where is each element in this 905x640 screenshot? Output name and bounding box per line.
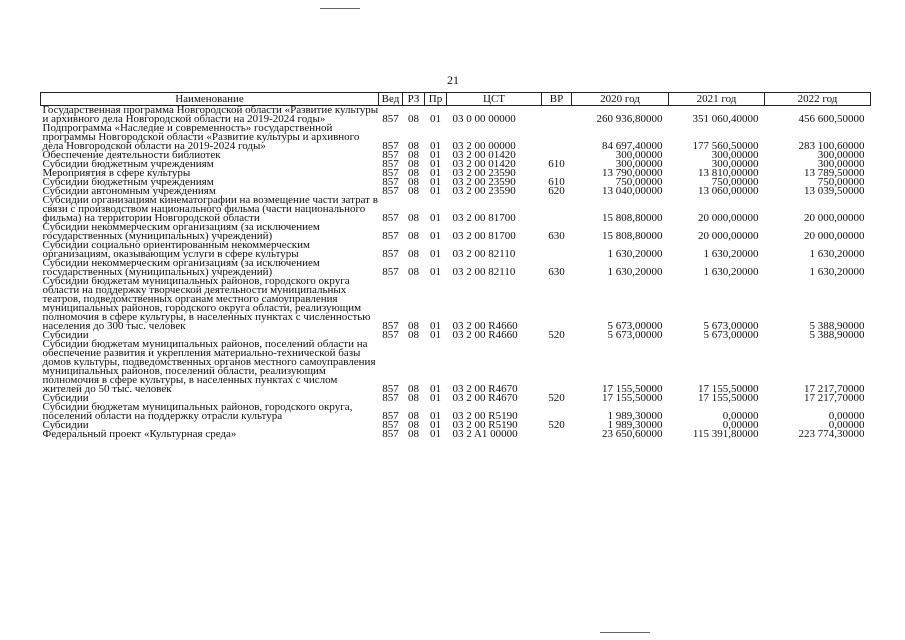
- cell-vr: 520: [548, 329, 565, 341]
- cell-vr: 630: [548, 230, 565, 242]
- cell-pr: 01: [430, 410, 441, 422]
- cell-rz: 08: [408, 185, 419, 197]
- cell-2020: 1 989,30000: [607, 410, 663, 422]
- cell-2020: 300,00000: [615, 158, 663, 170]
- cell-2020: 17 155,50000: [602, 392, 663, 404]
- row-name: Мероприятия в сфере культуры: [42, 167, 191, 179]
- cell-cst: 03 2 00 23590: [452, 167, 516, 179]
- cell-2021: 13 810,00000: [698, 167, 759, 179]
- cell-rz: 08: [408, 167, 419, 179]
- row-name: Субсидии: [42, 392, 89, 404]
- cell-2022: 456 600,50000: [798, 113, 865, 125]
- cell-rz: 08: [408, 410, 419, 422]
- cell-ved: 857: [382, 167, 399, 179]
- cell-vr: 620: [548, 185, 565, 197]
- cell-rz: 08: [408, 149, 419, 161]
- cell-pr: 01: [430, 212, 441, 224]
- row-name: Государственная программа Новгородской области «Развитие культуры и архивного дела Новгородской области на 2019-2024 годы»: [42, 104, 379, 125]
- cell-cst: 03 2 00 81700: [452, 230, 516, 242]
- cell-2020: 1 989,30000: [607, 419, 663, 431]
- cell-2022: 1 630,20000: [809, 266, 865, 278]
- budget-table: [40, 92, 871, 439]
- cell-pr: 01: [430, 230, 441, 242]
- cell-2021: 177 560,50000: [692, 140, 759, 152]
- cell-2021: 1 630,20000: [703, 248, 759, 260]
- cell-2021: 1 630,20000: [703, 266, 759, 278]
- cell-ved: 857: [382, 230, 399, 242]
- row-name: Субсидии некоммерческим организациям (за исключением государственных (муниципальных) учреждений): [42, 221, 320, 242]
- cell-ved: 857: [382, 248, 399, 260]
- cell-rz: 08: [408, 158, 419, 170]
- cell-2020: 300,00000: [615, 149, 663, 161]
- cell-rz: 08: [408, 383, 419, 395]
- header-vr: ВР: [542, 93, 572, 106]
- cell-2022: 223 774,30000: [798, 428, 865, 440]
- row-name: Субсидии некоммерческим организациям (за исключением государственных (муниципальных) учреждений): [42, 257, 320, 278]
- cell-2021: 0,00000: [722, 410, 759, 422]
- cell-2021: 5 673,00000: [703, 329, 759, 341]
- cell-rz: 08: [408, 329, 419, 341]
- cell-ved: 857: [382, 266, 399, 278]
- cell-cst: 03 2 00 R5190: [452, 410, 518, 422]
- cell-pr: 01: [430, 266, 441, 278]
- header-cst: ЦСТ: [447, 93, 542, 106]
- cell-2022: 13 039,50000: [804, 185, 865, 197]
- cell-cst: 03 0 00 00000: [452, 113, 516, 125]
- cell-2022: 5 388,90000: [809, 320, 865, 332]
- cell-2022: 1 630,20000: [809, 248, 865, 260]
- row-name: Субсидии: [42, 329, 89, 341]
- cell-ved: 857: [382, 176, 399, 188]
- cell-2021: 20 000,00000: [698, 230, 759, 242]
- cell-2021: 300,00000: [711, 158, 759, 170]
- cell-ved: 857: [382, 392, 399, 404]
- cell-2022: 5 388,90000: [809, 329, 865, 341]
- cell-ved: 857: [382, 158, 399, 170]
- table-row: [41, 277, 871, 331]
- cell-pr: 01: [430, 329, 441, 341]
- cell-rz: 08: [408, 428, 419, 440]
- row-name: Субсидии социально ориентированным некоммерческим организациям, оказывающим услуги в сфере культуры: [42, 239, 310, 260]
- header-2020: 2020 год: [572, 93, 669, 106]
- cell-2022: 750,00000: [817, 176, 865, 188]
- cell-cst: 03 2 00 01420: [452, 149, 516, 161]
- cell-rz: 08: [408, 140, 419, 152]
- cell-rz: 08: [408, 392, 419, 404]
- cell-2021: 351 060,40000: [692, 113, 759, 125]
- cell-2021: 5 673,00000: [703, 320, 759, 332]
- cell-cst: 03 2 00 01420: [452, 158, 516, 170]
- cell-2021: 300,00000: [711, 149, 759, 161]
- cell-2020: 260 936,80000: [596, 113, 663, 125]
- cell-rz: 08: [408, 320, 419, 332]
- header-2021: 2021 год: [669, 93, 765, 106]
- cell-2021: 17 155,50000: [698, 392, 759, 404]
- cell-2020: 1 630,20000: [607, 266, 663, 278]
- table-row: [41, 430, 871, 439]
- scan-artifact: [600, 632, 650, 633]
- row-name: Субсидии автономным учреждениям: [42, 185, 216, 197]
- cell-cst: 03 2 00 23590: [452, 185, 516, 197]
- cell-2022: 17 217,70000: [804, 392, 865, 404]
- cell-2022: 20 000,00000: [804, 230, 865, 242]
- cell-vr: [542, 430, 572, 439]
- cell-2020: 23 650,60000: [602, 428, 663, 440]
- cell-pr: 01: [430, 383, 441, 395]
- cell-cst: 03 2 00 R4660: [452, 329, 518, 341]
- header-2022: 2022 год: [765, 93, 871, 106]
- cell-rz: 08: [408, 176, 419, 188]
- scan-artifact: [320, 8, 360, 9]
- cell-2022: 283 100,60000: [798, 140, 865, 152]
- cell-2020: 13 790,00000: [602, 167, 663, 179]
- cell-cst: 03 2 00 R5190: [452, 419, 518, 431]
- cell-cst: 03 2 00 81700: [452, 212, 516, 224]
- cell-2021: 750,00000: [711, 176, 759, 188]
- cell-2022: 17 217,70000: [804, 383, 865, 395]
- cell-vr: [542, 106, 572, 125]
- cell-pr: 01: [430, 149, 441, 161]
- cell-ved: 857: [382, 212, 399, 224]
- row-name: Федеральный проект «Культурная среда»: [42, 428, 237, 440]
- cell-2020: 84 697,40000: [602, 140, 663, 152]
- cell-2022: 300,00000: [817, 158, 865, 170]
- cell-2020: 5 673,00000: [607, 329, 663, 341]
- cell-ved: 857: [382, 185, 399, 197]
- cell-ved: 857: [382, 383, 399, 395]
- cell-ved: 857: [382, 113, 399, 125]
- cell-ved: 857: [382, 419, 399, 431]
- cell-vr: 610: [548, 158, 565, 170]
- cell-rz: 08: [408, 248, 419, 260]
- row-name: Субсидии бюджетным учреждениям: [42, 158, 214, 170]
- cell-rz: 08: [408, 113, 419, 125]
- cell-2022: 13 789,50000: [804, 167, 865, 179]
- cell-rz: 08: [408, 230, 419, 242]
- row-name: Обеспечение деятельности библиотек: [42, 149, 221, 161]
- cell-ved: 857: [382, 428, 399, 440]
- row-name: Субсидии: [42, 419, 89, 431]
- cell-pr: 01: [430, 113, 441, 125]
- cell-ved: 857: [382, 140, 399, 152]
- cell-cst: 03 2 A1 00000: [452, 428, 518, 440]
- cell-pr: 01: [430, 248, 441, 260]
- cell-2020: 15 808,80000: [602, 212, 663, 224]
- cell-cst: 03 2 00 82110: [452, 248, 516, 260]
- cell-pr: 01: [430, 185, 441, 197]
- header-name: Наименование: [41, 93, 379, 106]
- cell-pr: 01: [430, 428, 441, 440]
- cell-2020: 17 155,50000: [602, 383, 663, 395]
- cell-ved: 857: [382, 149, 399, 161]
- table-body: [41, 106, 871, 440]
- table-row: [41, 124, 871, 151]
- budget-table-container: [40, 92, 870, 439]
- cell-2022: 20 000,00000: [804, 212, 865, 224]
- cell-rz: 08: [408, 419, 419, 431]
- cell-pr: 01: [430, 392, 441, 404]
- cell-cst: 03 2 00 00000: [452, 140, 516, 152]
- cell-ved: 857: [382, 329, 399, 341]
- row-name: Субсидии бюджетам муниципальных районов, городского округа, поселений области на поддержку отрасли культура: [42, 401, 353, 422]
- table-row: [41, 340, 871, 394]
- cell-ved: 857: [382, 410, 399, 422]
- cell-vr: 610: [548, 176, 565, 188]
- row-name: Субсидии бюджетам муниципальных районов, городского округа области на поддержку творческой деятельности муниципальных театров, подведомственных органам местного самоуправления муниципальных районов, городского округа области, реализующим полномочия в сфере культуры, в населенных пунктах с численностью населения до 300 тыс. человек: [42, 275, 371, 332]
- cell-cst: 03 2 00 23590: [452, 176, 516, 188]
- cell-2022: 300,00000: [817, 149, 865, 161]
- table-row: [41, 196, 871, 223]
- page-number: 21: [447, 73, 459, 87]
- cell-2021: 0,00000: [722, 419, 759, 431]
- cell-vr: [542, 124, 572, 151]
- cell-vr: [542, 241, 572, 259]
- cell-vr: 630: [548, 266, 565, 278]
- header-rz: РЗ: [403, 93, 425, 106]
- cell-pr: 01: [430, 419, 441, 431]
- cell-rz: 08: [408, 212, 419, 224]
- header-ved: Вед: [379, 93, 403, 106]
- cell-2020: 15 808,80000: [602, 230, 663, 242]
- cell-cst: 03 2 00 R4670: [452, 383, 518, 395]
- row-name: Субсидии бюджетным учреждениям: [42, 176, 214, 188]
- cell-2021: 20 000,00000: [698, 212, 759, 224]
- cell-2020: 13 040,00000: [602, 185, 663, 197]
- cell-vr: [542, 340, 572, 394]
- cell-pr: 01: [430, 320, 441, 332]
- row-name: Субсидии бюджетам муниципальных районов, поселений области на обеспечение развития и укрепления материально-технической базы домов культуры, подведомственных органов местного самоуправления муниципальных районов, поселений области, реализующим полномочия в сфере культуры, в населенных пунктах с числом жителей до 50 тыс. человек: [42, 338, 376, 395]
- cell-2020: 750,00000: [615, 176, 663, 188]
- row-name: Подпрограмма «Наследие и современность» государственной программы Новгородской области «Развитие культуры и архивного дела Новгородской области на 2019-2024 годы»: [42, 122, 360, 152]
- cell-2021: 115 391,80000: [692, 428, 759, 440]
- cell-pr: 01: [430, 140, 441, 152]
- cell-2020: 1 630,20000: [607, 248, 663, 260]
- cell-2020: 5 673,00000: [607, 320, 663, 332]
- cell-cst: 03 2 00 82110: [452, 266, 516, 278]
- cell-2021: 17 155,50000: [698, 383, 759, 395]
- header-pr: Пр: [425, 93, 447, 106]
- cell-2022: 0,00000: [828, 410, 865, 422]
- cell-pr: 01: [430, 167, 441, 179]
- cell-cst: 03 2 00 R4670: [452, 392, 518, 404]
- cell-cst: 03 2 00 R4660: [452, 320, 518, 332]
- cell-pr: 01: [430, 158, 441, 170]
- cell-vr: 520: [548, 419, 565, 431]
- cell-ved: 857: [382, 320, 399, 332]
- cell-vr: [542, 196, 572, 223]
- cell-vr: 520: [548, 392, 565, 404]
- cell-2022: 0,00000: [828, 419, 865, 431]
- cell-vr: [542, 277, 572, 331]
- cell-pr: 01: [430, 176, 441, 188]
- cell-2021: 13 060,00000: [698, 185, 759, 197]
- row-name: Субсидии организациям кинематографии на возмещение части затрат в связи с производством национального фильма (части национального фильма) на территории Новгородской области: [42, 194, 378, 224]
- cell-rz: 08: [408, 266, 419, 278]
